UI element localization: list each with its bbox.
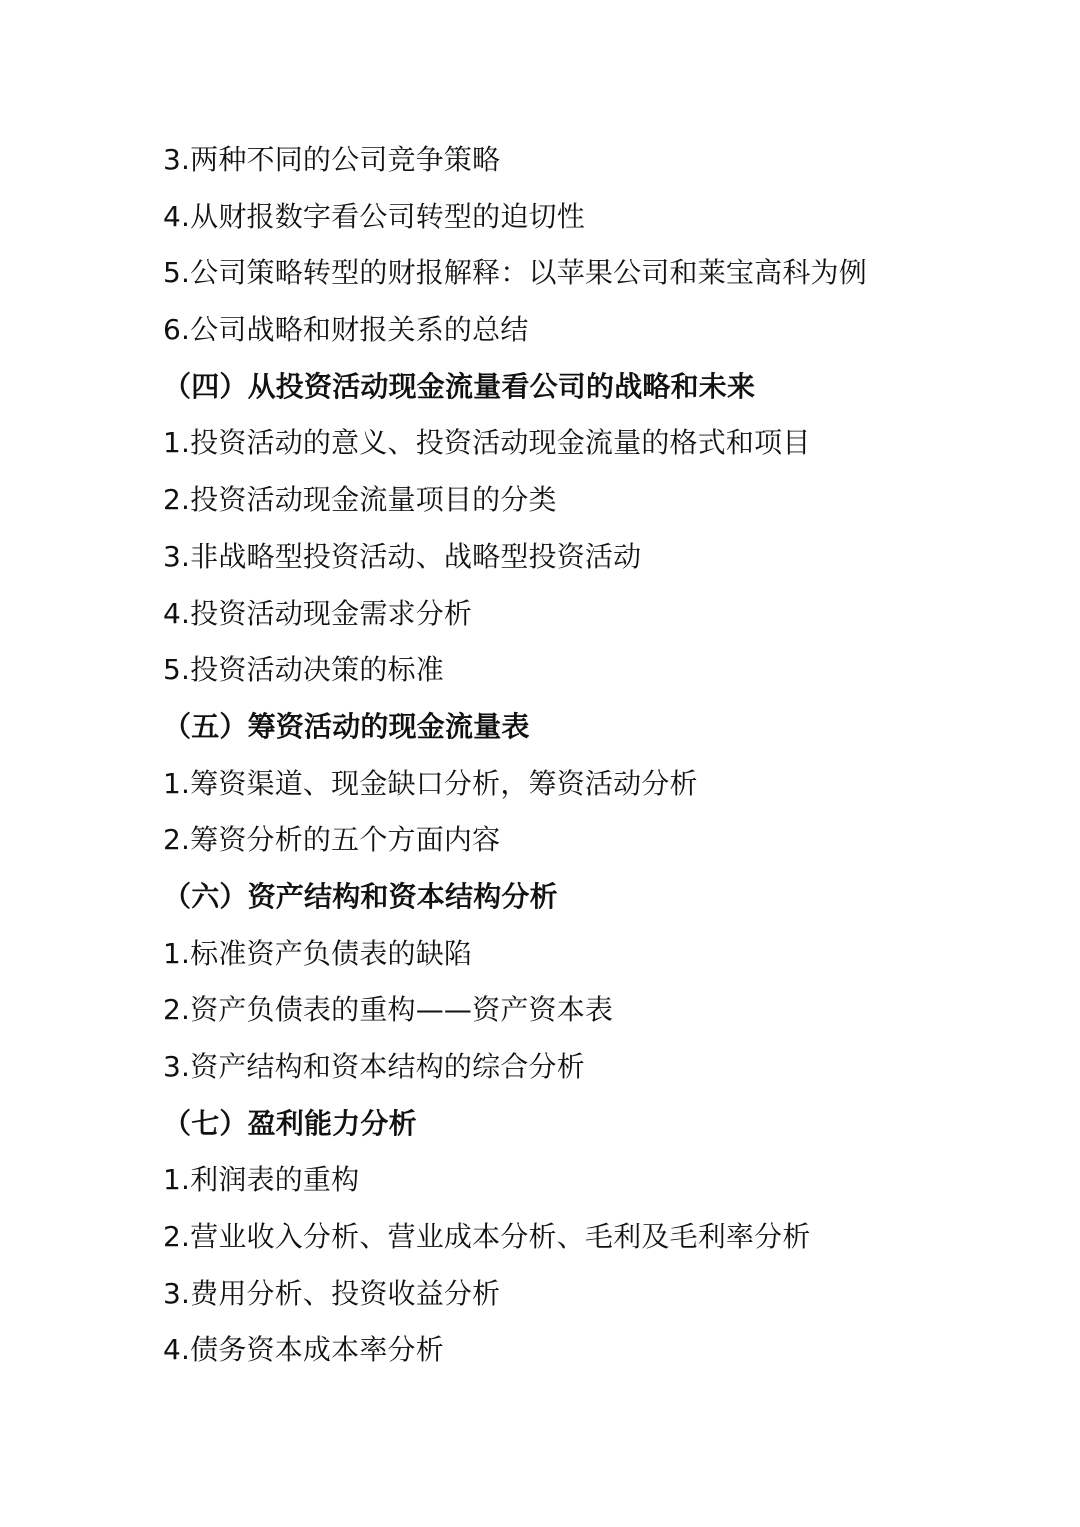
section-heading: （七）盈利能力分析 <box>163 1106 417 1140</box>
outline-item: 1.标准资产负债表的缺陷 <box>163 936 473 970</box>
outline-item: 4.从财报数字看公司转型的迫切性 <box>163 199 585 233</box>
outline-item: 4.投资活动现金需求分析 <box>163 596 473 630</box>
outline-item: 5.投资活动决策的标准 <box>163 653 444 687</box>
outline-list <box>163 132 1043 1379</box>
outline-item: 2.营业收入分析、营业成本分析、毛利及毛利率分析 <box>163 1220 811 1254</box>
section-heading: （四）从投资活动现金流量看公司的战略和未来 <box>163 369 756 403</box>
outline-item: 3.资产结构和资本结构的综合分析 <box>163 1050 585 1083</box>
outline-item: 6.公司战略和财报关系的总结 <box>163 313 529 347</box>
outline-item: 2.筹资分析的五个方面内容 <box>163 823 501 857</box>
outline-item: 1.筹资渠道、现金缺口分析，筹资活动分析 <box>163 766 698 800</box>
outline-item: 4.债务资本成本率分析 <box>163 1333 444 1367</box>
outline-item: 3.两种不同的公司竞争策略 <box>163 143 501 176</box>
section-heading: （五）筹资活动的现金流量表 <box>163 709 530 743</box>
outline-item: 1.利润表的重构 <box>163 1163 360 1197</box>
outline-item: 3.费用分析、投资收益分析 <box>163 1276 501 1310</box>
outline-item: 2.资产负债表的重构——资产资本表 <box>163 993 614 1027</box>
outline-item: 5.公司策略转型的财报解释：以苹果公司和莱宝高科为例 <box>163 256 867 290</box>
outline-item: 1.投资活动的意义、投资活动现金流量的格式和项目 <box>163 426 811 460</box>
outline-item: 2.投资活动现金流量项目的分类 <box>163 483 557 517</box>
section-heading: （六）资产结构和资本结构分析 <box>163 879 558 913</box>
outline-item: 3.非战略型投资活动、战略型投资活动 <box>163 539 642 573</box>
